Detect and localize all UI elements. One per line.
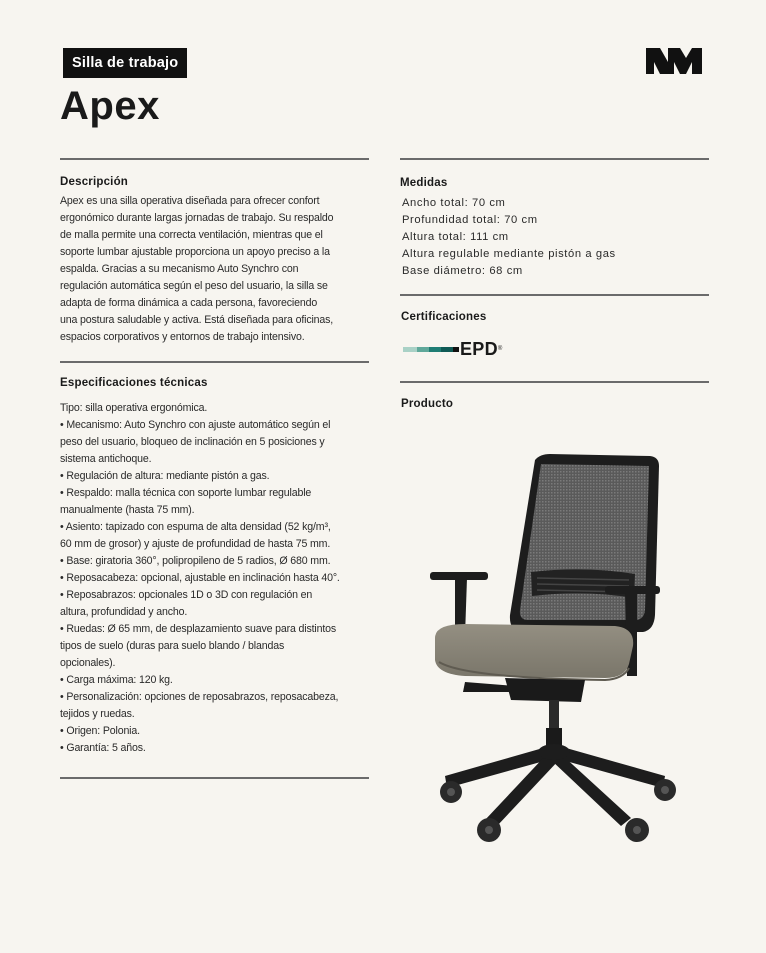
spec-line: • Origen: Polonia. (60, 725, 140, 737)
spec-line: altura, profundidad y ancho. (60, 606, 188, 618)
divider (60, 361, 369, 363)
spec-line: • Personalización: opciones de reposabrazos, reposacabeza, (60, 691, 339, 703)
spec-line: tejidos y ruedas. (60, 708, 135, 720)
divider (400, 381, 709, 383)
divider (400, 294, 709, 296)
spec-line: • Ruedas: Ø 65 mm, de desplazamiento suave para distintos (60, 623, 337, 635)
spec-line: • Regulación de altura: mediante pistón a gas. (60, 470, 270, 482)
epd-bar (403, 347, 417, 352)
epd-label: EPD® (460, 339, 503, 359)
category-badge: Silla de trabajo (63, 48, 187, 78)
medidas-heading: Medidas (400, 177, 448, 189)
descripcion-line: ergonómico durante largas jornadas de trabajo. Su respaldo (60, 212, 334, 224)
spec-line: • Reposabrazos: opcionales 1D o 3D con regulación en (60, 589, 313, 601)
epd-color-bars (403, 347, 459, 352)
epd-bar (417, 347, 429, 352)
spec-line: • Carga máxima: 120 kg. (60, 674, 173, 686)
descripcion-line: soporte lumbar ajustable proporciona un apoyo preciso a la (60, 246, 330, 258)
divider (400, 158, 709, 160)
spec-line: • Asiento: tapizado con espuma de alta densidad (52 kg/m³, (60, 521, 331, 533)
office-chair-image (425, 450, 690, 850)
spec-line: • Reposacabeza: opcional, ajustable en inclinación hasta 40°. (60, 572, 340, 584)
spec-line: • Base: giratoria 360°, polipropileno de 5 radios, Ø 680 mm. (60, 555, 331, 567)
divider (60, 777, 369, 779)
certificaciones-heading: Certificaciones (401, 311, 487, 323)
spec-line: Tipo: silla operativa ergonómica. (60, 402, 208, 414)
spec-line: • Respaldo: malla técnica con soporte lumbar regulable (60, 487, 312, 499)
spec-line: manualmente (hasta 75 mm). (60, 504, 195, 516)
descripcion-line: regulación automática según el peso del usuario, la silla se (60, 280, 328, 292)
epd-bar (429, 347, 441, 352)
spec-line: sistema antichoque. (60, 453, 152, 465)
spec-line: opcionales). (60, 657, 116, 669)
descripcion-line: adapta de forma dinámica a cada persona, favoreciendo (60, 297, 318, 309)
especificaciones-heading: Especificaciones técnicas (60, 377, 208, 389)
descripcion-line: de malla permite una correcta ventilación, mientras que el (60, 229, 323, 241)
epd-bar (453, 347, 459, 352)
especificaciones-list (60, 400, 372, 757)
medida-line: Altura regulable mediante pistón a gas (402, 248, 616, 260)
descripcion-text (60, 193, 375, 346)
medida-line: Base diámetro: 68 cm (402, 265, 523, 277)
epd-bar (441, 347, 453, 352)
spec-line: • Garantía: 5 años. (60, 742, 146, 754)
divider (60, 158, 369, 160)
spec-line: peso del usuario, bloqueo de inclinación en 5 posiciones y (60, 436, 325, 448)
spec-line: 60 mm de grosor) y ajuste de profundidad de hasta 75 mm. (60, 538, 331, 550)
descripcion-line: espacios corporativos y entornos de trabajo intensivo. (60, 331, 305, 343)
page-title: Apex (60, 84, 160, 128)
medida-line: Profundidad total: 70 cm (402, 214, 538, 226)
epd-certification-logo (403, 339, 503, 359)
descripcion-line: Apex es una silla operativa diseñada para ofrecer confort (60, 195, 320, 207)
descripcion-heading: Descripción (60, 176, 129, 188)
spec-line: • Mecanismo: Auto Synchro con ajuste automático según el (60, 419, 331, 431)
descripcion-line: espalda. Gracias a su mecanismo Auto Synchro con (60, 263, 299, 275)
medida-line: Ancho total: 70 cm (402, 197, 506, 209)
medidas-list (402, 195, 616, 280)
brand-logo-icon (646, 48, 702, 74)
spec-line: tipos de suelo (duras para suelo blando / blandas (60, 640, 285, 652)
producto-heading: Producto (401, 398, 454, 410)
descripcion-line: una postura saludable y activa. Está diseñada para oficinas, (60, 314, 334, 326)
medida-line: Altura total: 111 cm (402, 231, 509, 243)
